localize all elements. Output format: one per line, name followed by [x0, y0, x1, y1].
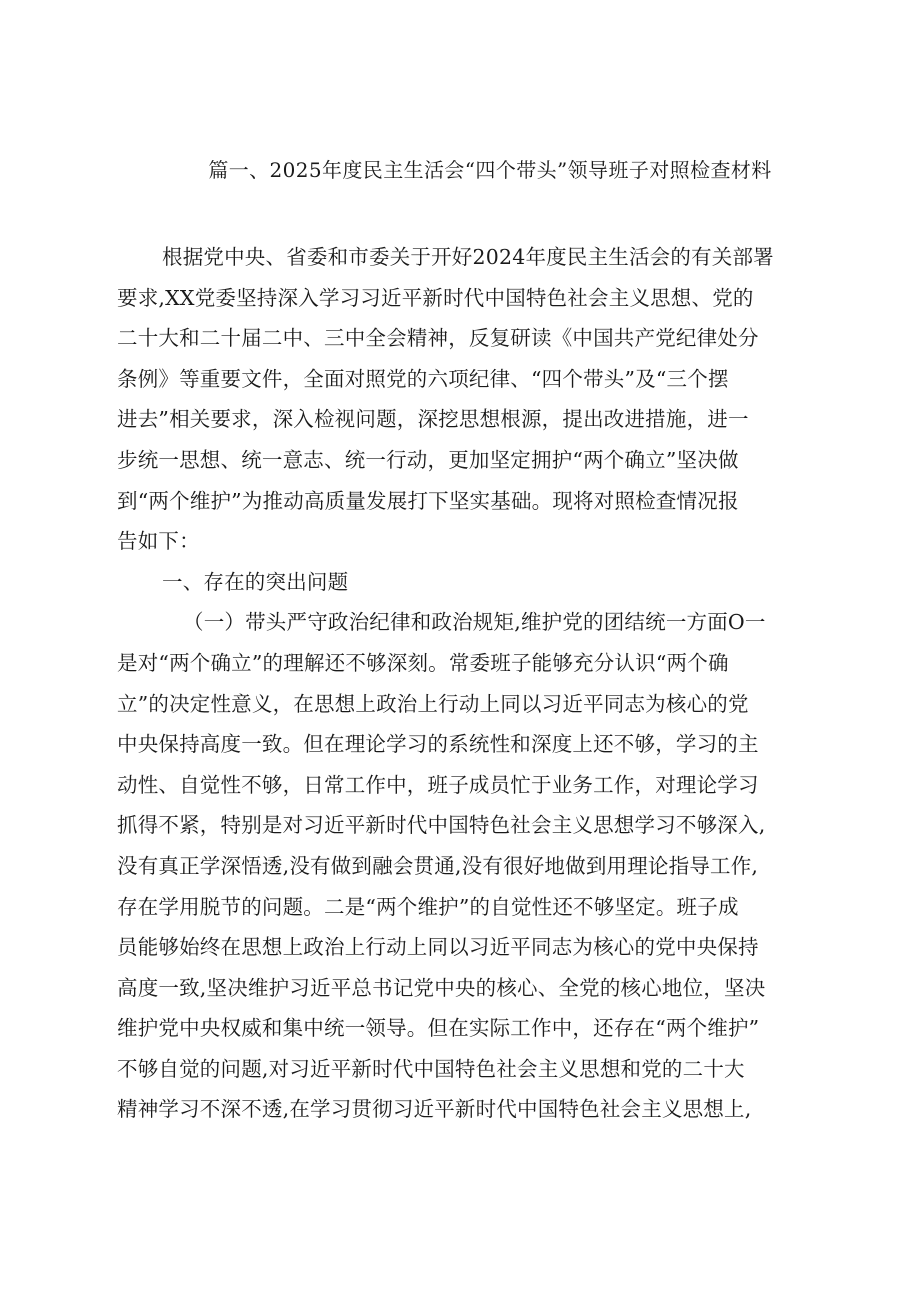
- document-title: 篇一、2025年度民主生活会“四个带头”领导班子对照检查材料: [208, 158, 772, 182]
- paragraph-line: 根据党中央、省委和市委关于开好2024年度民主生活会的有关部署: [162, 245, 774, 269]
- paragraph-line: 不够自觉的问题,对习近平新时代中国特色社会主义思想和党的二十大: [117, 1056, 745, 1081]
- paragraph-line: 维护党中央权威和集中统一领导。但在实际工作中，还存在“两个维护”: [117, 1016, 760, 1041]
- paragraph-line: 到“两个维护”为推动高质量发展打下坚实基础。现将对照检查情况报: [117, 488, 739, 513]
- paragraph-line: 条例》等重要文件，全面对照党的六项纪律、“四个带头”及“三个摆: [117, 366, 729, 391]
- paragraph-line: 员能够始终在思想上政治上行动上同以习近平同志为核心的党中央保持: [117, 935, 759, 960]
- paragraph-line: （一）带头严守政治纪律和政治规矩,维护党的团结统一方面O一: [183, 610, 766, 635]
- paragraph-line: 立”的决定性意义，在思想上政治上行动上同以习近平同志为核心的党: [117, 691, 749, 716]
- paragraph-line: 高度一致,坚决维护习近平总书记党中央的核心、全党的核心地位，坚决: [117, 975, 766, 1000]
- paragraph-line: 抓得不紧，特别是对习近平新时代中国特色社会主义思想学习不够深入,: [117, 813, 766, 838]
- paragraph-line: 告如下：: [117, 529, 200, 554]
- paragraph-line: 中央保持高度一致。但在理论学习的系统性和深度上还不够，学习的主: [117, 732, 759, 757]
- paragraph-line: 要求,XX党委坚持深入学习习近平新时代中国特色社会主义思想、党的: [117, 285, 754, 310]
- paragraph-line: 步统一思想、统一意志、统一行动，更加坚定拥护“两个确立”坚决做: [117, 447, 739, 472]
- paragraph-line: 没有真正学深悟透,没有做到融会贯通,没有很好地做到用理论指导工作,: [117, 853, 759, 878]
- paragraph-line: 存在学用脱节的问题。二是“两个维护”的自觉性还不够坚定。班子成: [117, 894, 739, 919]
- paragraph-line: 进去”相关要求，深入检视问题，深挖思想根源，提出改进措施，进一: [117, 407, 749, 432]
- section-heading: 一、存在的突出问题: [162, 569, 349, 594]
- paragraph-line: 动性、自觉性不够，日常工作中，班子成员忙于业务工作，对理论学习: [117, 772, 759, 797]
- paragraph-line: 精神学习不深不透,在学习贯彻习近平新时代中国特色社会主义思想上,: [117, 1097, 752, 1122]
- document-body: [117, 237, 837, 1130]
- paragraph-line: 二十大和二十届二中、三中全会精神，反复研读《中国共产党纪律处分: [117, 326, 759, 351]
- paragraph-line: 是对“两个确立”的理解还不够深刻。常委班子能够充分认识“两个确: [117, 650, 729, 675]
